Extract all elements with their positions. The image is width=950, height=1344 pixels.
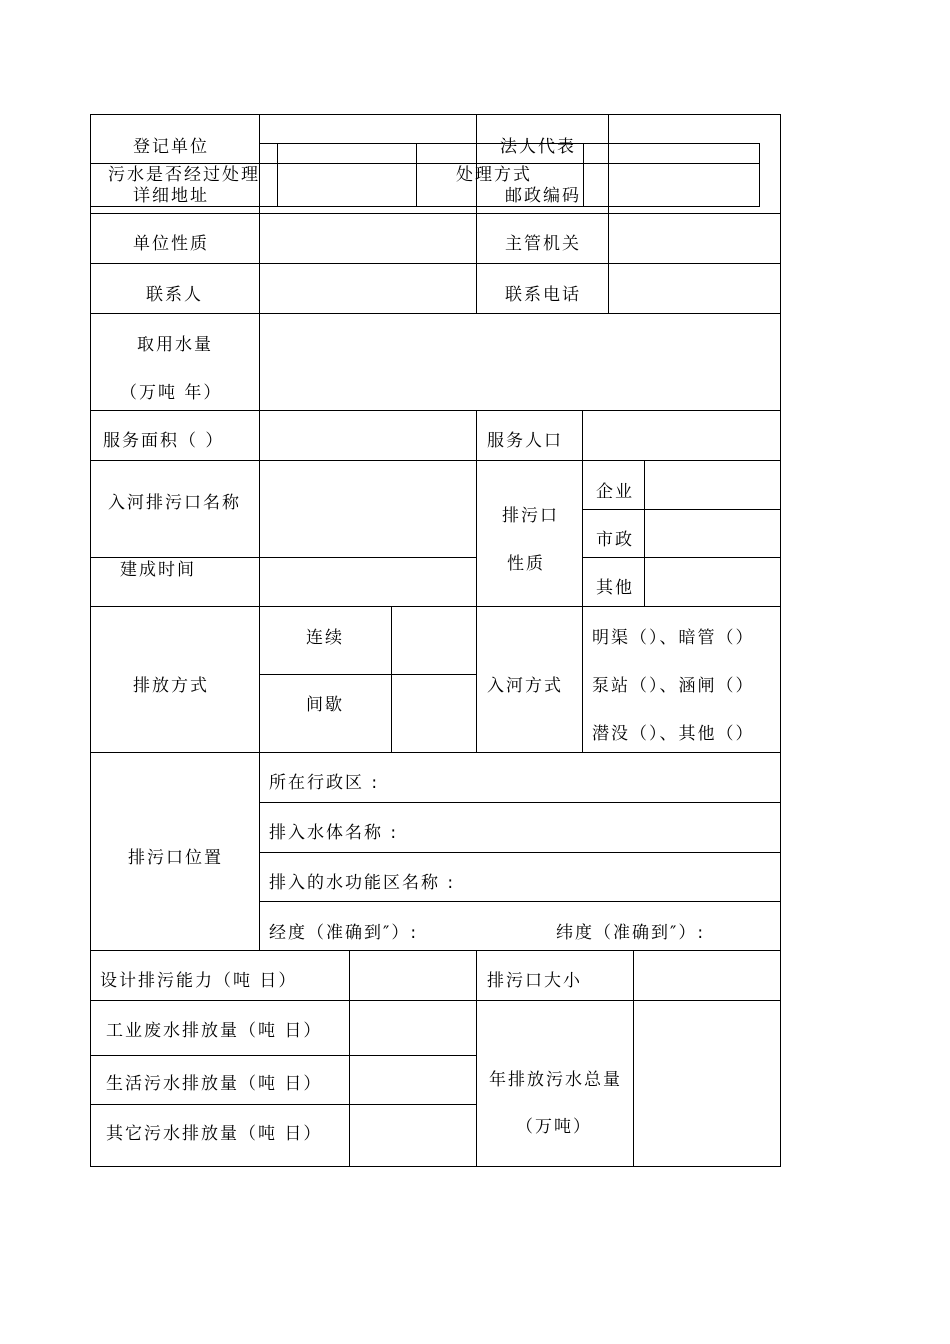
row-line (259, 674, 477, 675)
nature-municipal-label: 市政 (596, 530, 634, 550)
row-line (90, 752, 781, 753)
built-time-label: 建成时间 (120, 560, 196, 580)
col-line (759, 143, 760, 207)
col-line (476, 410, 477, 461)
row-line (90, 460, 781, 461)
outlet-location-label: 排污口位置 (128, 848, 223, 868)
col-line (416, 143, 417, 207)
outlet-nature-label-2: 性质 (507, 554, 545, 574)
table-border-top (90, 114, 781, 115)
row-line (582, 509, 781, 510)
row-line (260, 163, 760, 164)
service-population-label: 服务人口 (487, 431, 563, 451)
latitude-label: 纬度（准确到″）: (556, 923, 706, 943)
row-line (90, 263, 781, 264)
row-line (90, 163, 260, 164)
nature-enterprise-label: 企业 (596, 482, 634, 502)
col-line (476, 460, 477, 607)
outlet-name-label: 入河排污口名称 (108, 493, 241, 513)
legal-representative-label: 法人代表 (500, 137, 576, 157)
river-entry-mode-label: 入河方式 (487, 676, 563, 696)
col-line (608, 114, 609, 314)
water-use-label: 取用水量 (137, 335, 213, 355)
col-line (476, 950, 477, 1167)
col-line (633, 950, 634, 1167)
col-line (259, 460, 260, 607)
row-line (90, 1055, 477, 1056)
continuous-label: 连续 (306, 628, 344, 648)
detailed-address-label: 详细地址 (133, 186, 209, 206)
unit-nature-label: 单位性质 (133, 234, 209, 254)
domestic-sewage-label: 生活污水排放量（吨 日） (106, 1074, 323, 1094)
annual-total-unit: （万吨） (516, 1117, 592, 1137)
row-line (90, 410, 781, 411)
water-body-label: 排入水体名称 : (269, 823, 399, 843)
row-line (90, 606, 781, 607)
intermittent-label: 间歇 (306, 695, 344, 715)
col-line (476, 114, 477, 214)
supervising-authority-label: 主管机关 (505, 234, 581, 254)
row-line (90, 1000, 781, 1001)
outlet-nature-label-1: 排污口 (502, 506, 559, 526)
col-line (644, 460, 645, 607)
postal-code-label: 邮政编码 (505, 186, 581, 206)
row-line (90, 313, 781, 314)
row-line (582, 557, 781, 558)
industrial-wastewater-label: 工业废水排放量（吨 日） (106, 1021, 323, 1041)
col-line (582, 606, 583, 753)
water-use-unit: （万吨 年） (120, 383, 223, 403)
col-line (277, 143, 278, 207)
sewage-treated-label: 污水是否经过处理 (108, 165, 260, 185)
table-border-right (780, 114, 781, 1167)
service-area-label: 服务面积（ ） (103, 431, 225, 451)
treatment-method-label: 处理方式 (456, 165, 532, 185)
table-border-left (90, 114, 91, 1167)
col-line (391, 606, 392, 753)
function-zone-label: 排入的水功能区名称 : (269, 873, 456, 893)
contact-phone-label: 联系电话 (505, 285, 581, 305)
col-line (583, 143, 584, 207)
entry-option-pump-station: 泵站（）、涵闸（） (592, 676, 755, 696)
entry-option-open-channel: 明渠（）、暗管（） (592, 628, 755, 648)
row-line (90, 950, 781, 951)
registered-unit-label: 登记单位 (133, 137, 209, 157)
row-line (260, 206, 760, 207)
other-sewage-label: 其它污水排放量（吨 日） (106, 1124, 323, 1144)
col-line (476, 606, 477, 753)
col-line (476, 213, 477, 314)
col-line (582, 460, 583, 607)
discharge-mode-label: 排放方式 (133, 676, 209, 696)
col-line (349, 950, 350, 1167)
outlet-size-label: 排污口大小 (487, 971, 582, 991)
col-line (582, 410, 583, 461)
row-line (90, 206, 260, 207)
col-line (259, 410, 260, 461)
contact-person-label: 联系人 (146, 285, 203, 305)
nature-other-label: 其他 (596, 578, 634, 598)
annual-total-label: 年排放污水总量 (489, 1070, 622, 1090)
row-line (90, 557, 477, 558)
entry-option-submerged: 潜没（）、其他（） (592, 724, 755, 744)
row-line (259, 802, 781, 803)
row-line (90, 213, 781, 214)
district-label: 所在行政区 : (269, 773, 380, 793)
col-line (259, 606, 260, 753)
table-border-bottom (90, 1166, 781, 1167)
row-line (259, 852, 781, 853)
design-capacity-label: 设计排污能力（吨 日） (100, 971, 298, 991)
longitude-label: 经度（准确到″）: (269, 923, 419, 943)
row-line (259, 901, 781, 902)
row-line (90, 1104, 477, 1105)
